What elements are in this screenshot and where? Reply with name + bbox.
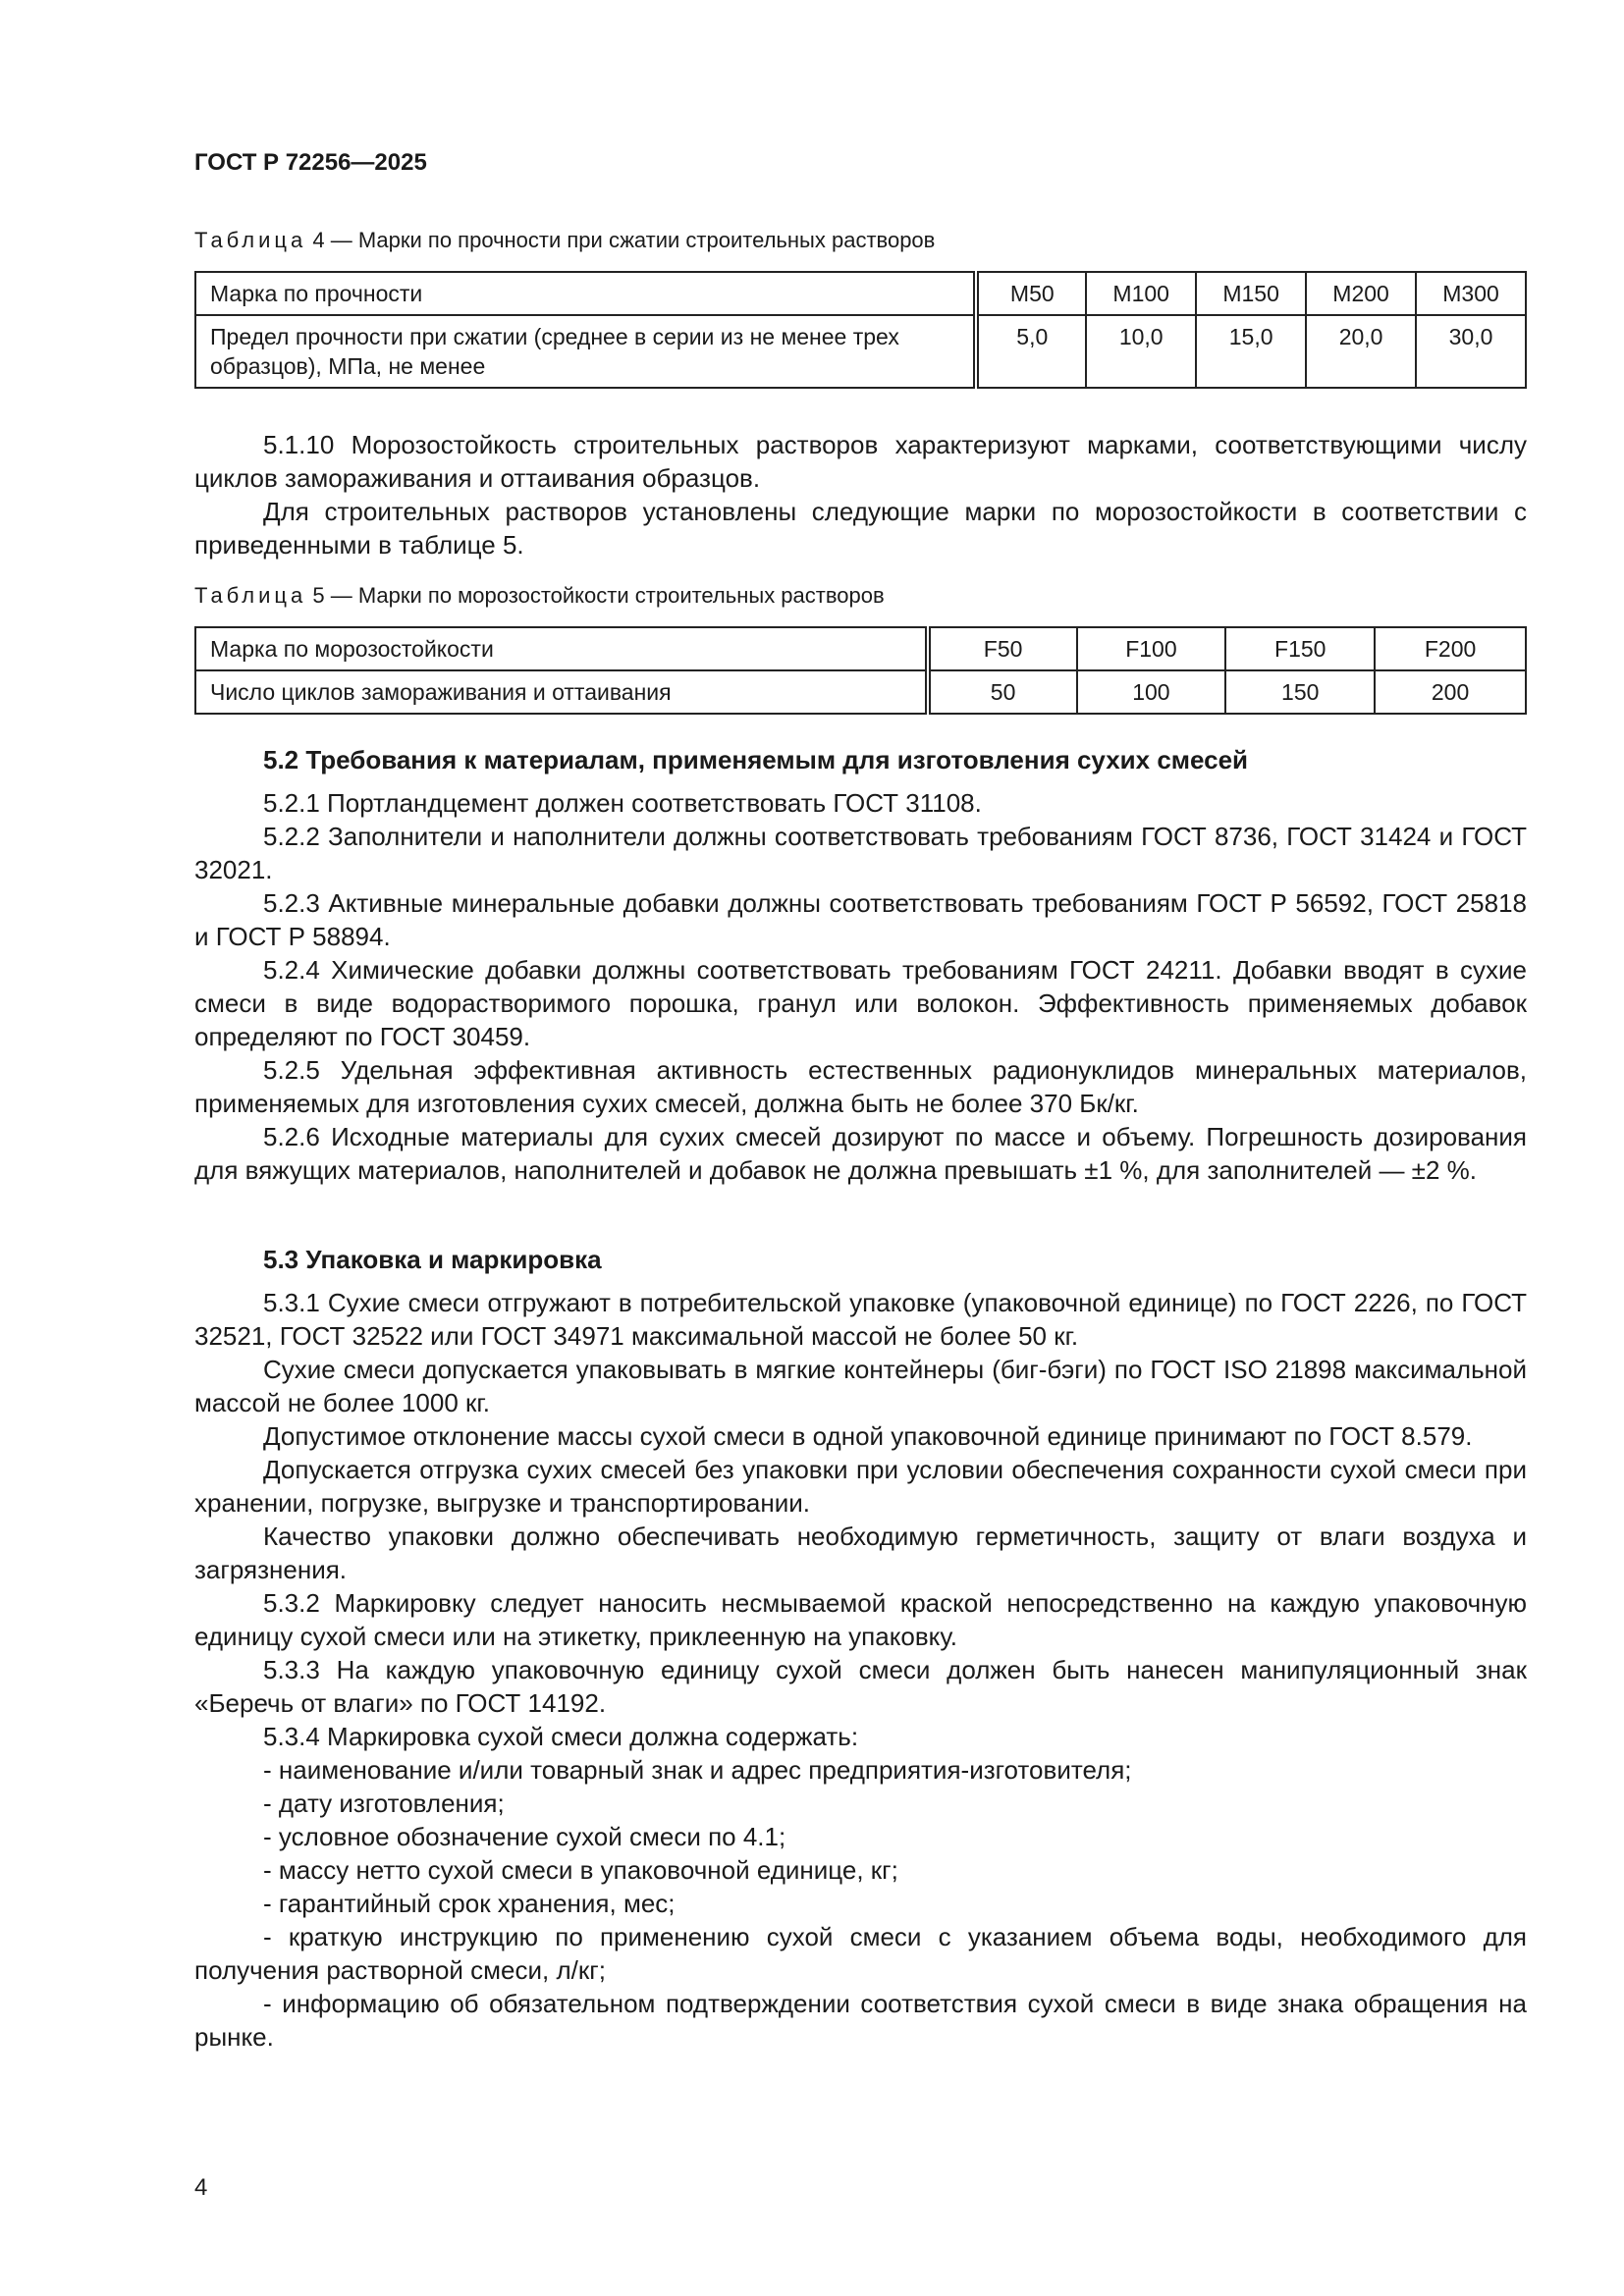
table4-cell: Предел прочности при сжатии (среднее в серии из не менее трех образцов), МПа, не менее [195,315,976,388]
table5-caption-prefix: Таблица [194,583,307,608]
table4-caption [194,228,935,253]
table4-cell: М50 [976,272,1086,315]
list-item: - наименование и/или товарный знак и адрес предприятия-изготовителя; [263,1755,1132,1785]
paragraph: 5.3.4 Маркировка сухой смеси должна содержать: [263,1722,859,1751]
paragraph: Допустимое отклонение массы сухой смеси в одной упаковочной единице принимают по ГОСТ 8.579. [263,1421,1473,1451]
table5-cell: F100 [1077,627,1226,670]
list-item: - дату изготовления; [263,1789,505,1818]
table-row [195,315,1526,388]
marking-list [194,1753,1527,2054]
list-item: - массу нетто сухой смеси в упаковочной единице, кг; [263,1855,898,1885]
table-row [195,670,1526,714]
paragraph: Допускается отгрузка сухих смесей без упаковки при условии обеспечения сохранности сухой смеси при хранении, погрузке, выгрузке и транспортировании. [194,1455,1527,1518]
paragraph: 5.2.5 Удельная эффективная активность естественных радионуклидов минеральных материалов, применяемых для изготовления сухих смесей, должна быть не более 370 Бк/кг. [194,1055,1527,1118]
paragraph: 5.2.3 Активные минеральные добавки должны соответствовать требованиям ГОСТ Р 56592, ГОСТ 25818 и ГОСТ Р 58894. [194,888,1527,951]
table5-cell: F50 [928,627,1077,670]
table4-caption-text: 4 — Марки по прочности при сжатии строительных растворов [306,228,936,252]
section-5-2 [194,743,1527,1187]
table4-cell: М150 [1196,272,1306,315]
page-number: 4 [194,2174,208,2201]
table5-cell: 150 [1225,670,1375,714]
table4-cell: М200 [1306,272,1416,315]
table5 [194,626,1527,715]
table5-caption-text: 5 — Марки по морозостойкости строительных растворов [306,583,885,608]
table4-cell: 5,0 [976,315,1086,388]
table5-cell: 200 [1375,670,1526,714]
section-5-1-10 [194,428,1527,561]
table5-cell: 100 [1077,670,1226,714]
section-heading: 5.3 Упаковка и маркировка [263,1245,602,1274]
paragraph: Качество упаковки должно обеспечивать необходимую герметичность, защиту от влаги воздуха и загрязнения. [194,1522,1527,1584]
paragraph: Для строительных растворов установлены следующие марки по морозостойкости в соответствии с приведенными в таблице 5. [194,497,1527,560]
section-5-3 [194,1243,1527,2054]
table-row [195,627,1526,670]
list-item: - информацию об обязательном подтверждении соответствия сухой смеси в виде знака обращения на рынке. [194,1989,1527,2052]
paragraph: Сухие смеси допускается упаковывать в мягкие контейнеры (биг-бэги) по ГОСТ ISO 21898 максимальной массой не более 1000 кг. [194,1355,1527,1417]
paragraph: 5.3.3 На каждую упаковочную единицу сухой смеси должен быть нанесен манипуляционный знак «Беречь от влаги» по ГОСТ 14192. [194,1655,1527,1718]
table4-cell: 15,0 [1196,315,1306,388]
document-header: ГОСТ Р 72256—2025 [194,149,427,176]
paragraph: 5.1.10 Морозостойкость строительных растворов характеризуют марками, соответствующими числу циклов замораживания и оттаивания образцов. [194,430,1527,493]
paragraph: 5.2.6 Исходные материалы для сухих смесей дозируют по массе и объему. Погрешность дозирования для вяжущих материалов, наполнителей и добавок не должна превышать ±1 %, для заполнителей — ±2 %. [194,1122,1527,1185]
table4-cell: М300 [1416,272,1526,315]
table-row [195,272,1526,315]
table5-cell: 50 [928,670,1077,714]
table4-caption-prefix: Таблица [194,228,307,252]
table4-cell: Марка по прочности [195,272,976,315]
paragraph: 5.2.1 Портландцемент должен соответствовать ГОСТ 31108. [263,788,982,818]
table5-cell: Марка по морозостойкости [195,627,928,670]
list-item: - гарантийный срок хранения, мес; [263,1889,676,1918]
table5-cell: F200 [1375,627,1526,670]
table5-caption [194,583,885,609]
table5-cell: Число циклов замораживания и оттаивания [195,670,928,714]
list-item: - условное обозначение сухой смеси по 4.1; [263,1822,786,1851]
list-item: - краткую инструкцию по применению сухой смеси с указанием объема воды, необходимого для получения растворной смеси, л/кг; [194,1922,1527,1985]
paragraph: 5.3.1 Сухие смеси отгружают в потребительской упаковке (упаковочной единице) по ГОСТ 2226, по ГОСТ 32521, ГОСТ 32522 или ГОСТ 34971 максимальной массой не более 50 кг. [194,1288,1527,1351]
table5-cell: F150 [1225,627,1375,670]
paragraph: 5.3.2 Маркировку следует наносить несмываемой краской непосредственно на каждую упаковочную единицу сухой смеси или на этикетку, приклеенную на упаковку. [194,1588,1527,1651]
table4-cell: 20,0 [1306,315,1416,388]
table4-cell: М100 [1086,272,1196,315]
table4 [194,271,1527,389]
paragraph: 5.2.4 Химические добавки должны соответствовать требованиям ГОСТ 24211. Добавки вводят в сухие смеси в виде водорастворимого порошка, гранул или волокон. Эффективность применяемых добавок определяют по ГОСТ 30459. [194,955,1527,1051]
section-heading: 5.2 Требования к материалам, применяемым для изготовления сухих смесей [263,745,1249,774]
paragraph: 5.2.2 Заполнители и наполнители должны соответствовать требованиям ГОСТ 8736, ГОСТ 31424 и ГОСТ 32021. [194,822,1527,884]
table4-cell: 10,0 [1086,315,1196,388]
table4-cell: 30,0 [1416,315,1526,388]
